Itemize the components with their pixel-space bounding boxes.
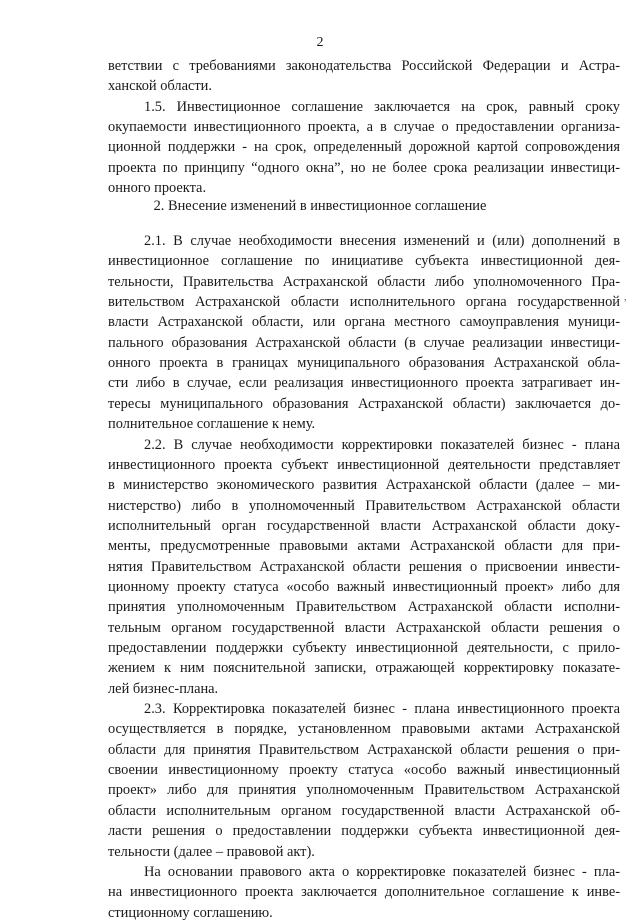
text-line: ционной поддержки - на срок, определенный дорожной картой сопровождения bbox=[108, 139, 620, 156]
text-line: области для принятия Правительством Астраханской области решения о при- bbox=[108, 741, 620, 758]
text-line: власти Астраханской области, или органа местного самоуправления муници- bbox=[108, 314, 620, 331]
text-line: 2.2. В случае необходимости корректировки показателей бизнес - плана bbox=[144, 436, 620, 453]
text-line: инвестиционное соглашение по инициативе субъекта инвестиционной дея- bbox=[108, 253, 620, 270]
text-line: принятия уполномоченным Правительством Астраханской области исполни- bbox=[108, 599, 620, 616]
page-number: 2 bbox=[316, 35, 324, 50]
text-line: тельным органом государственной власти Астраханской области решения о bbox=[108, 619, 620, 636]
text-line: сти либо в случае, если реализация инвестиционного проекта затрагивает ин- bbox=[108, 375, 620, 392]
text-line: тересы муниципального образования Астраханской области) заключается до- bbox=[108, 395, 620, 412]
text-line: осуществляется в порядке, установленном правовыми актами Астраханской bbox=[108, 721, 620, 738]
text-line: на инвестиционного проекта заключается дополнительное соглашение к инве- bbox=[108, 884, 620, 901]
text-line: ласти решения о предоставлении поддержки субъекта инвестиционной дея- bbox=[108, 823, 620, 840]
text-line: исполнительный орган государственной власти Астраханской области доку- bbox=[108, 517, 620, 534]
text-line: жением к ним пояснительной записки, отражающей корректировку показате- bbox=[108, 660, 620, 677]
text-line: тельности, Правительства Астраханской области либо уполномоченного Пра- bbox=[108, 273, 620, 290]
text-line: вительством Астраханской области исполнительного органа государственной bbox=[108, 294, 620, 311]
text-line: окупаемости инвестиционного проекта, а в случае о предоставлении организа- bbox=[108, 118, 620, 135]
text-line: проект» либо для принятия уполномоченным Правительством Астраханской bbox=[108, 782, 620, 799]
text-line: своении инвестиционному проекту статуса «особо важный инвестиционный bbox=[108, 762, 620, 779]
text-line: 1.5. Инвестиционное соглашение заключается на срок, равный сроку bbox=[144, 98, 620, 115]
text-line: онного проекта в границах муниципального образования Астраханской обла- bbox=[108, 355, 620, 372]
text-line: На основании правового акта о корректировке показателей бизнес - пла- bbox=[144, 863, 620, 880]
text-line: 2.3. Корректировка показателей бизнес - плана инвестиционного проекта bbox=[144, 701, 620, 718]
section-heading: 2. Внесение изменений в инвестиционное соглашение bbox=[153, 198, 487, 214]
text-line: проекта по принципу “одного окна”, но не более срока реализации инвестици- bbox=[108, 159, 620, 176]
stray-mark: , bbox=[624, 292, 627, 303]
text-line: пального образования Астраханской области (в случае реализации инвестици- bbox=[108, 334, 620, 351]
text-line: в министерство экономического развития Астраханской области (далее – ми- bbox=[108, 477, 620, 494]
text-line: инвестиционного проекта субъект инвестиционной деятельности представляет bbox=[108, 456, 620, 473]
text-line: полнительное соглашение к нему. bbox=[108, 416, 316, 433]
text-line: нистерство) либо в уполномоченный Правительством Астраханской области bbox=[108, 497, 620, 514]
text-line: ветствии с требованиями законодательства Российской Федерации и Астра- bbox=[108, 58, 620, 74]
text-line: онного проекта. bbox=[108, 179, 207, 196]
text-line: лей бизнес-плана. bbox=[108, 680, 219, 697]
text-line: ционному проекту статуса «особо важный инвестиционный проект» либо для bbox=[108, 578, 620, 595]
text-line: менты, предусмотренные правовыми актами Астраханской области для при- bbox=[108, 538, 620, 555]
text-line: ханской области. bbox=[108, 78, 212, 95]
text-line: тельности (далее – правовой акт). bbox=[108, 843, 315, 860]
text-line: 2.1. В случае необходимости внесения изменений и (или) дополнений в bbox=[144, 233, 620, 249]
text-line: нятия Правительством Астраханской области решения о присвоении инвести- bbox=[108, 558, 620, 575]
text-line: предоставлении поддержки субъекту инвестиционной деятельности, с прило- bbox=[108, 640, 620, 656]
text-line: стиционному соглашению. bbox=[108, 904, 273, 921]
text-line: области исполнительным органом государственной власти Астраханской об- bbox=[108, 802, 620, 819]
